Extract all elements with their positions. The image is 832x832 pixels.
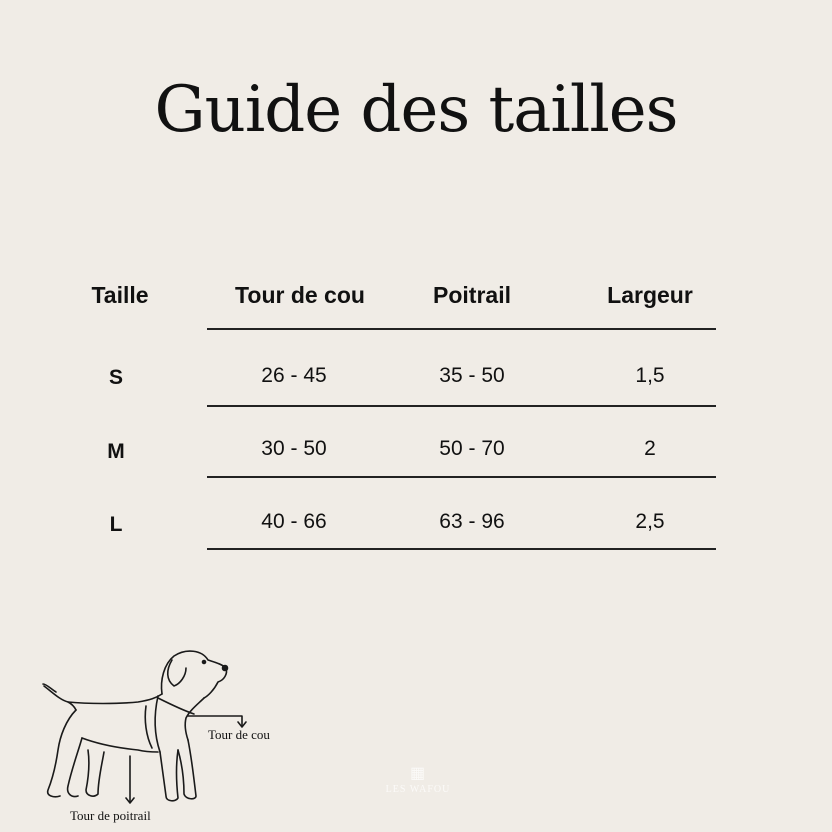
size-cell: M: [107, 440, 125, 463]
size-cell: S: [108, 366, 123, 389]
neck-measure-label: Tour de cou: [208, 727, 270, 742]
page-title: Guide des tailles: [154, 73, 678, 147]
watermark-logo: [378, 764, 458, 795]
table-divider-header: [207, 328, 716, 330]
watermark-mark-icon: ▦: [409, 765, 427, 782]
table-divider: [207, 548, 716, 550]
neck-cell: 26 - 45: [261, 364, 327, 387]
watermark-text: LES WAFOU: [385, 784, 451, 795]
neck-cell: 30 - 50: [261, 437, 327, 460]
width-cell: 2: [644, 437, 656, 460]
header-chest: Poitrail: [433, 282, 511, 308]
header-width: Largeur: [607, 282, 693, 308]
chest-cell: 50 - 70: [439, 437, 505, 460]
chest-cell: 35 - 50: [439, 364, 505, 387]
neck-cell: 40 - 66: [261, 510, 327, 533]
header-neck: Tour de cou: [235, 282, 365, 308]
table-divider: [207, 476, 716, 478]
table-divider: [207, 405, 716, 407]
chest-cell: 63 - 96: [439, 510, 505, 533]
size-cell: L: [109, 513, 123, 536]
width-cell: 1,5: [635, 364, 665, 387]
dog-illustration-icon: [38, 640, 338, 830]
width-cell: 2,5: [635, 510, 665, 533]
chest-measure-label: Tour de poitrail: [70, 808, 151, 823]
header-size: Taille: [91, 282, 149, 308]
